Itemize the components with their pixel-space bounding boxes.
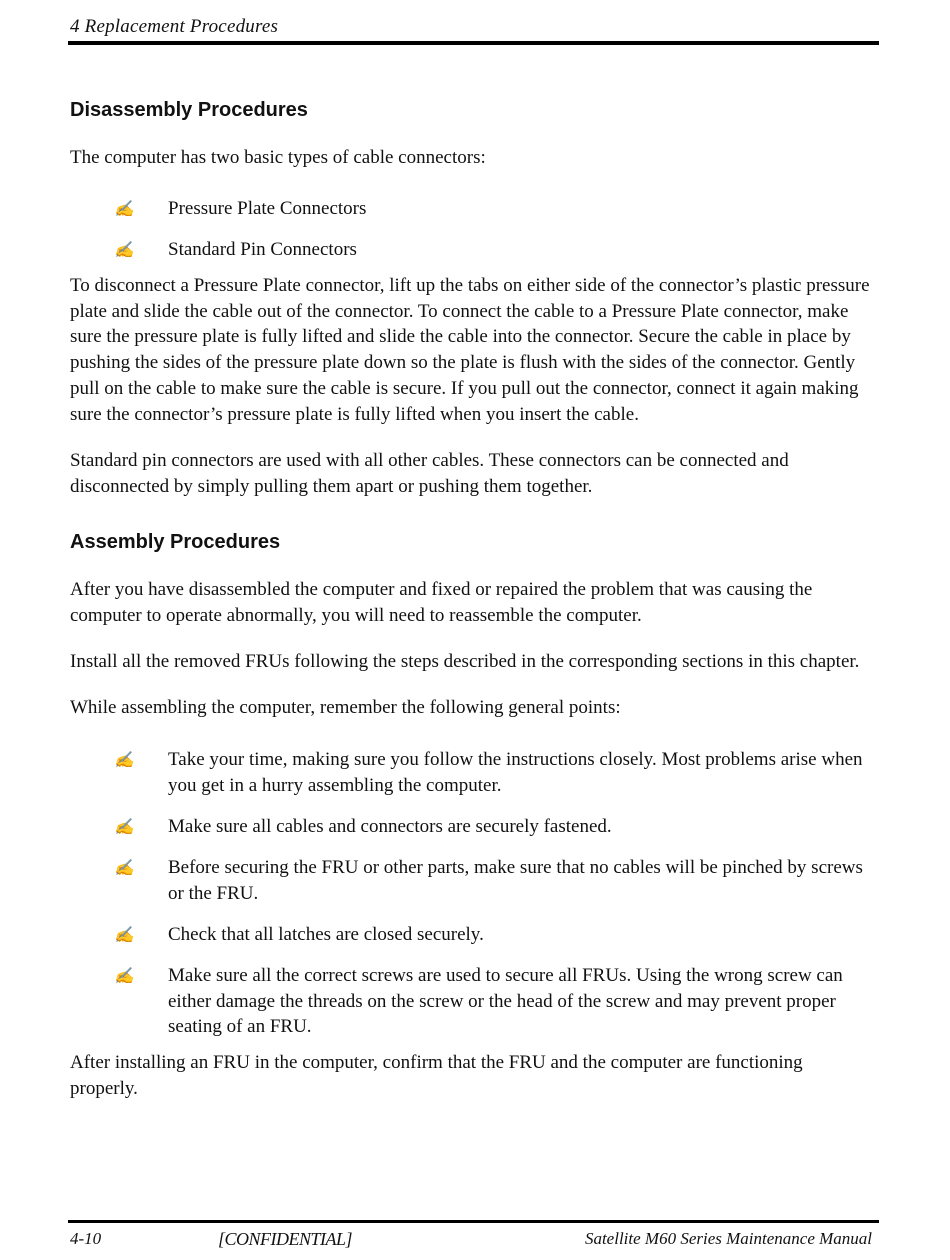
list-item: Before securing the FRU or other parts, make sure that no cables will be pinched by screws or the FRU.	[168, 857, 863, 904]
list-item: Standard Pin Connectors	[168, 239, 357, 260]
standard-pin-paragraph: Standard pin connectors are used with all other cables. These connectors can be connected and disconnected by simply pulling them apart or pushing them together.	[70, 450, 789, 497]
assembly-intro-paragraph: After you have disassembled the computer and fixed or repaired the problem that was causing the computer to operate abnormally, you will need to reassemble the computer.	[70, 579, 813, 626]
disassembly-intro: The computer has two basic types of cable connectors:	[70, 147, 486, 168]
disassembly-heading: Disassembly Procedures	[70, 99, 308, 121]
assembly-install-paragraph: Install all the removed FRUs following the steps described in the corresponding sections in this chapter.	[70, 651, 860, 672]
final-paragraph: After installing an FRU in the computer, confirm that the FRU and the computer are functioning properly.	[70, 1052, 803, 1099]
running-header: 4 Replacement Procedures	[70, 16, 279, 37]
pencil-bullet-icon: ✍	[114, 927, 134, 944]
list-item: Make sure all the correct screws are used to secure all FRUs. Using the wrong screw can either damage the threads on the screw or the head of the screw and may prevent proper seating of an FRU.	[168, 965, 843, 1038]
pencil-bullet-icon: ✍	[114, 819, 134, 836]
pencil-bullet-icon: ✍	[114, 968, 134, 985]
pencil-bullet-icon: ✍	[114, 752, 134, 769]
pencil-bullet-icon: ✍	[114, 242, 134, 259]
header-rule	[68, 41, 879, 45]
list-item: Take your time, making sure you follow the instructions closely. Most problems arise when you get in a hurry assembling the computer.	[168, 749, 863, 796]
pencil-bullet-icon: ✍	[114, 860, 134, 877]
pencil-bullet-icon: ✍	[114, 201, 134, 218]
page-number: 4-10	[70, 1229, 102, 1248]
footer-rule	[68, 1220, 879, 1223]
list-item: Check that all latches are closed securely.	[168, 924, 484, 945]
confidential-label: [CONFIDENTIAL]	[218, 1229, 353, 1249]
manual-title: Satellite M60 Series Maintenance Manual	[584, 1229, 872, 1248]
assembly-heading: Assembly Procedures	[70, 531, 281, 553]
list-item: Pressure Plate Connectors	[168, 198, 367, 219]
assembly-points-paragraph: While assembling the computer, remember the following general points:	[70, 697, 621, 718]
pressure-plate-paragraph: To disconnect a Pressure Plate connector, lift up the tabs on either side of the connector’s plastic pressure plate and slide the cable out of the connector. To connect the cable to a Pressure Plate connector, make sure the pressure plate is fully lifted and slide the cable into the connector. Secure the cable in place by pushing the sides of the pressure plate down so the plate is flush with the sides of the connector. Gently pull on the cable to make sure the cable is secure. If you pull out the connector, connect it again making sure the connector’s pressure plate is fully lifted when you insert the cable.	[70, 275, 870, 425]
list-item: Make sure all cables and connectors are securely fastened.	[168, 816, 612, 837]
